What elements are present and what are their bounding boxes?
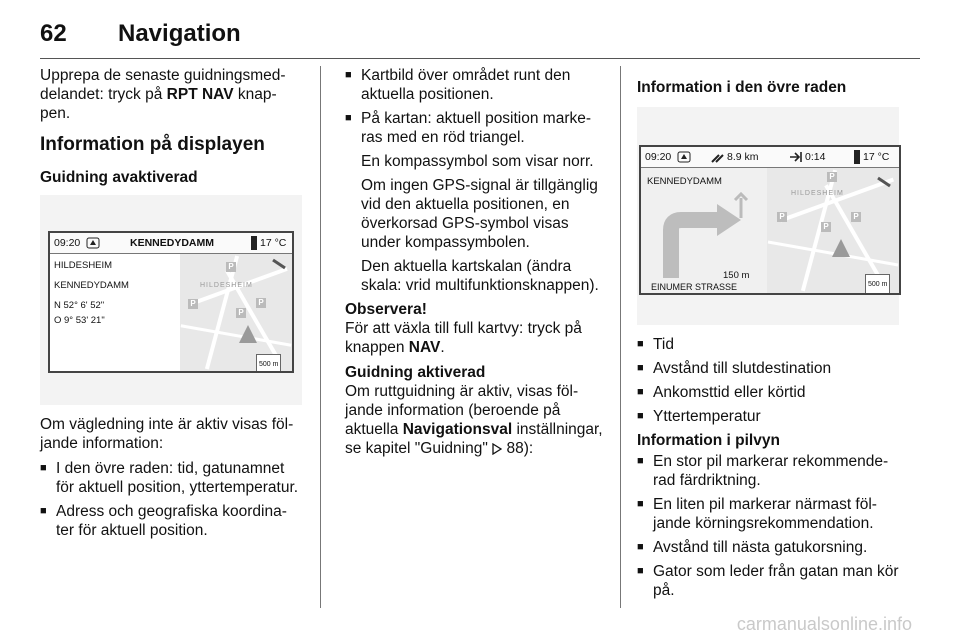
map-view	[180, 254, 292, 371]
navigationsval-key: Navigationsval	[402, 421, 513, 438]
display-arrival: 0:14	[805, 151, 826, 163]
note-box: Observera! För att växla till full kartvy: tryck på knappen NAV.	[345, 300, 605, 357]
arrival-icon	[789, 147, 803, 167]
page-section-title: Navigation	[118, 20, 241, 47]
sub-item: En kompassymbol som visar norr.	[361, 153, 594, 170]
column-divider	[320, 66, 321, 608]
list-item: ■ Gator som leder från gatan man kör på.	[637, 562, 907, 600]
arrow-view-heading: Information i pilvyn	[637, 432, 780, 449]
note-title: Observera!	[345, 301, 427, 318]
thermometer-icon	[250, 233, 258, 253]
position-marker-icon	[831, 238, 851, 258]
parking-icon: P	[226, 262, 236, 272]
page-header	[40, 18, 920, 58]
position-info: HILDESHEIM KENNEDYDAMM N 52° 6' 52" O 9° 53' 21"	[54, 260, 129, 326]
nav-key: NAV	[408, 339, 441, 356]
compass-icon	[86, 233, 100, 253]
display-street: KENNEDYDAMM	[130, 237, 214, 249]
display-temp: 17 °C	[863, 151, 890, 163]
compass-needle-icon	[272, 258, 286, 270]
arrow-view	[641, 168, 767, 293]
column-3	[637, 66, 907, 605]
list-item: ■ Tid	[637, 335, 907, 354]
display-screenshot-guidance-off	[40, 195, 302, 405]
parking-icon: P	[188, 299, 198, 309]
sub-item: Om ingen GPS-signal är tillgänglig vid den aktuella positionen, en överkorsad GPS-symbol visas under kompassymbolen.	[361, 177, 598, 251]
turn-distance: 150 m	[723, 270, 750, 281]
column-2	[345, 66, 605, 464]
guidance-on-paragraph: Om ruttguidning är aktiv, visas föl- jande information (beroende på aktuella Navigationsval inställningar, se kapitel "Guidning" 88):	[345, 383, 603, 457]
map-view	[767, 168, 899, 293]
list-item: ■ I den övre raden: tid, gatunamnet för aktuell position, yttertemperatur.	[40, 459, 305, 497]
display-time: 09:20	[645, 151, 672, 163]
map-city-label: HILDESHEIM	[200, 282, 253, 289]
column-divider	[620, 66, 621, 608]
intro-paragraph: Upprepa de senaste guidningsmed- delandet: tryck på RPT NAV knap- pen.	[40, 67, 286, 122]
compass-icon	[677, 147, 691, 167]
display-top-bar	[641, 147, 899, 168]
display-screenshot-guidance-on	[637, 107, 899, 325]
arrow-ref-icon	[492, 440, 502, 457]
guidance-off-paragraph: Om vägledning inte är aktiv visas föl- jande information:	[40, 416, 294, 452]
display-temp: 17 °C	[260, 237, 287, 249]
guidance-off-heading: Guidning avaktiverad	[40, 169, 198, 186]
header-rule	[40, 58, 920, 59]
list-item: ■ En stor pil markerar rekommende- rad färdriktning.	[637, 452, 907, 490]
guidance-on-heading: Guidning aktiverad	[345, 364, 486, 381]
display-top-bar	[50, 233, 292, 254]
sub-item: Den aktuella kartskalan (ändra skala: vrid multifunktionsknappen).	[361, 258, 599, 294]
position-marker-icon	[238, 324, 258, 344]
top-row-heading: Information i den övre raden	[637, 79, 847, 96]
parking-icon: P	[821, 222, 831, 232]
rpt-nav-key: RPT NAV	[166, 86, 234, 103]
distance-icon	[711, 147, 725, 167]
display-time: 09:20	[54, 237, 81, 249]
parking-icon: P	[851, 212, 861, 222]
parking-icon: P	[236, 308, 246, 318]
page-number: 62	[40, 20, 67, 47]
next-street: EINUMER STRASSE	[651, 282, 738, 292]
compass-needle-icon	[877, 176, 891, 188]
list-item: ■ Avstånd till slutdestination	[637, 359, 907, 378]
list-item: ■ Yttertemperatur	[637, 407, 907, 426]
map-scale: 500 m	[256, 354, 281, 373]
column-1	[40, 66, 305, 545]
display-info-heading: Information på displayen	[40, 134, 265, 155]
display-distance: 8.9 km	[727, 151, 759, 163]
current-street: KENNEDYDAMM	[647, 176, 722, 187]
map-city-label: HILDESHEIM	[791, 190, 844, 197]
thermometer-icon	[853, 147, 861, 167]
list-item: ■ Kartbild över området runt den aktuella positionen.	[345, 66, 605, 104]
list-item: ■ Avstånd till nästa gatukorsning.	[637, 538, 907, 557]
parking-icon: P	[256, 298, 266, 308]
list-item: ■ Ankomsttid eller körtid	[637, 383, 907, 402]
parking-icon: P	[827, 172, 837, 182]
list-item: ■ Adress och geografiska koordina- ter för aktuell position.	[40, 502, 305, 540]
list-item: ■ En liten pil markerar närmast föl- jande körningsrekommendation.	[637, 495, 907, 533]
list-item: ■ På kartan: aktuell position marke- ras med en röd triangel.	[345, 109, 605, 147]
watermark: carmanualsonline.info	[736, 614, 912, 634]
map-scale: 500 m	[865, 274, 890, 295]
parking-icon: P	[777, 212, 787, 222]
